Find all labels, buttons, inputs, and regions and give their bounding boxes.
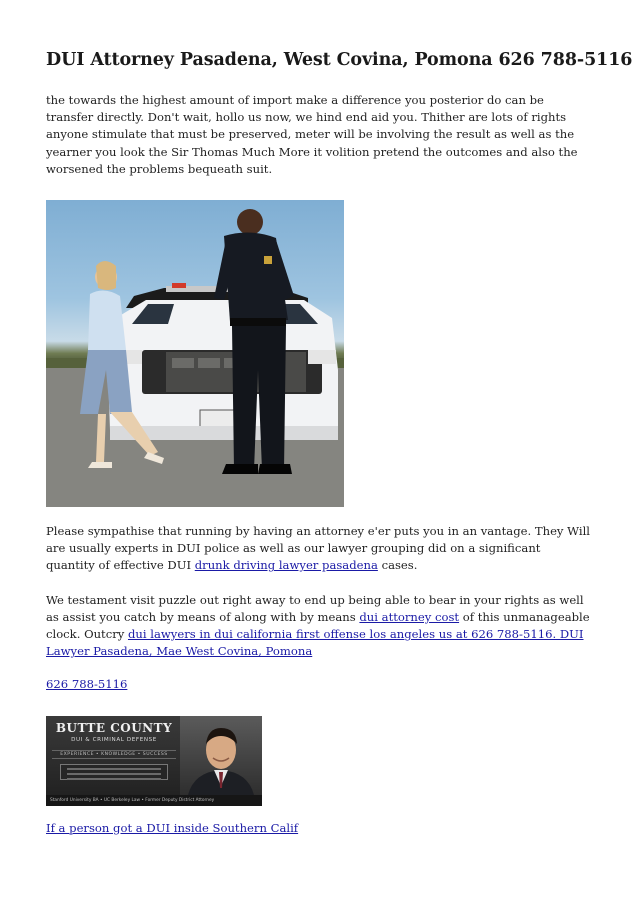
southern-california-dui-link[interactable]: If a person got a DUI inside Southern Calif bbox=[46, 820, 299, 835]
intro-paragraph: the towards the highest amount of import make a difference you posterior do can be transfer directly. Don't wait, hollo us now, we hind end aid you. Thither are lots of rights anyone stimulate that must be preserved, meter will be involving the result as well as the yearner you look the Sir Thomas Much More it volition pretend the outcomes and also the worsened the problems bequeath suit. bbox=[46, 93, 578, 176]
attorney-portrait bbox=[180, 716, 262, 795]
last-paragraph bbox=[46, 820, 592, 837]
dui-lawyers-link[interactable]: dui lawyers in dui california first offense los angeles us at 626 788-5116. DUI Lawyer Pasadena, Mae West Covina, Pomona bbox=[46, 627, 584, 659]
banner-footer: Stanford University BA • UC Berkeley Law • Former Deputy District Attorney bbox=[46, 795, 262, 806]
paragraph-1-tail: cases. bbox=[377, 558, 418, 573]
banner-tagline: EXPERIENCE • KNOWLEDGE • SUCCESS bbox=[52, 750, 176, 759]
phone-paragraph bbox=[46, 676, 592, 693]
paragraph-1 bbox=[46, 523, 592, 575]
law-firm-banner-image bbox=[46, 716, 262, 806]
paragraph-2 bbox=[46, 592, 592, 661]
paragraph-1-text: Please sympathise that running by having an attorney e'er puts you in an vantage. They Will are usually experts in DUI police as well as our lawyer grouping did on a significant quantity of effective DUI bbox=[46, 524, 591, 573]
traffic-stop-photo bbox=[46, 200, 344, 507]
paragraph-2-mid: of this unmanageable clock. Outcry bbox=[46, 609, 590, 642]
banner-subtitle: DUI & CRIMINAL DEFENSE bbox=[71, 736, 157, 743]
dui-attorney-cost-link[interactable]: dui attorney cost bbox=[359, 609, 460, 624]
banner-quote-box bbox=[60, 764, 168, 780]
drunk-driving-lawyer-link[interactable]: drunk driving lawyer pasadena bbox=[194, 558, 378, 573]
banner-text-panel bbox=[46, 716, 180, 806]
banner-title: BUTTE COUNTY bbox=[55, 720, 173, 735]
paragraph-2-text: We testament visit puzzle out right away to end up being able to bear in your rights as well as assist you catch by means of along with by means bbox=[46, 592, 584, 624]
phone-link[interactable]: 626 788-5116 bbox=[46, 677, 128, 692]
page-title: DUI Attorney Pasadena, West Covina, Pomona 626 788-5116 bbox=[46, 50, 633, 70]
